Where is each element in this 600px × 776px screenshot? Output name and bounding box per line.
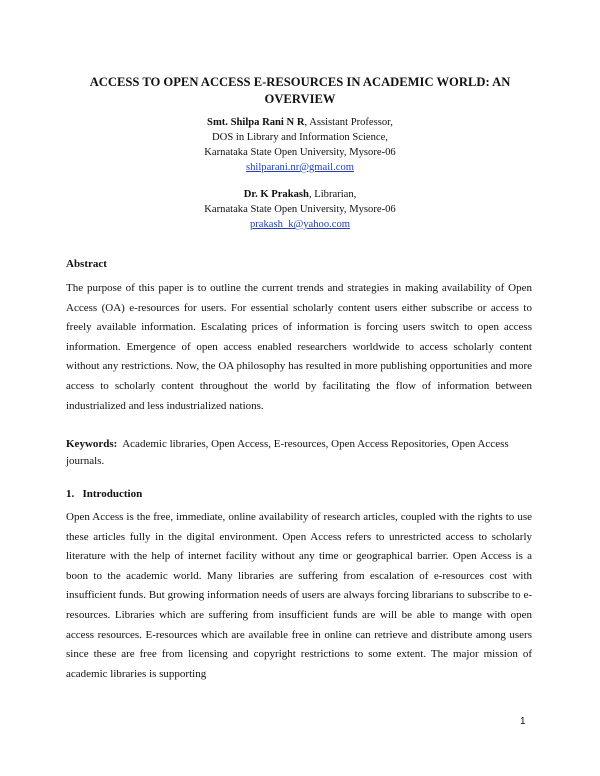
author-2-affiliation: Karnataka State Open University, Mysore-06 — [204, 204, 396, 215]
author-2-role: , Librarian, — [308, 189, 357, 200]
abstract-text: The purpose of this paper is to outline the current trends and strategies in making availability of Open Access (OA) e-resources for users. For essential scholarly content users either subscribe or access to freely available information. Escalating prices of information is forcing users switch to open access information. Emergence of open access enabled researchers worldwide to access scholarly content without any restrictions. Now, the OA philosophy has resulted in more publishing opportunities and more access to scholarly content throughout the world by facilitating the flow of information between industrialized and less industrialized nations. — [66, 282, 532, 412]
author-2-name: Dr. K Prakash — [243, 189, 309, 200]
paper-title: ACCESS TO OPEN ACCESS E-RESOURCES IN ACADEMIC WORLD: AN OVERVIEW — [89, 75, 511, 106]
page-number: 1 — [520, 716, 526, 727]
author-1-dept: DOS in Library and Information Science, — [212, 132, 388, 143]
keywords-label: Keywords: — [66, 438, 118, 450]
keywords-block — [66, 436, 532, 470]
author-1-affiliation: Karnataka State Open University, Mysore-06 — [204, 147, 396, 158]
abstract-heading: Abstract — [66, 258, 107, 270]
author-2-line — [100, 187, 500, 202]
introduction-heading: 1. Introduction — [66, 488, 143, 500]
author-1-name: Smt. Shilpa Rani N R — [207, 117, 305, 128]
author-block-1 — [100, 115, 500, 175]
keywords-text: Academic libraries, Open Access, E-resources, Open Access Repositories, Open Access journals. — [66, 438, 509, 467]
author-2-email-link[interactable]: prakash_k@yahoo.com — [249, 219, 351, 230]
author-1-role: , Assistant Professor, — [304, 117, 393, 128]
author-1-line — [100, 115, 500, 130]
author-1-email-link[interactable]: shilparani.nr@gmail.com — [245, 162, 355, 173]
introduction-text: Open Access is the free, immediate, online availability of research articles, coupled with the rights to use these articles fully in the digital environment. Open Access refers to unrestricted access to scholarly literature with the help of internet facility without any time or geographical barrier. Open Access is a boon to the academic world. Many libraries are suffering from escalation of e-resources cost with insufficient funds. But growing information needs of users are always forcing librarians to subscribe to e-resources. Libraries which are suffering from insufficient funds are will be able to mange with open access resources. E-resources which are available free in online can retrieve and distribute among users since these are free from licensing and copyright restrictions to some extent. The major mission of academic libraries is supporting — [66, 511, 532, 680]
author-block-2 — [100, 187, 500, 232]
